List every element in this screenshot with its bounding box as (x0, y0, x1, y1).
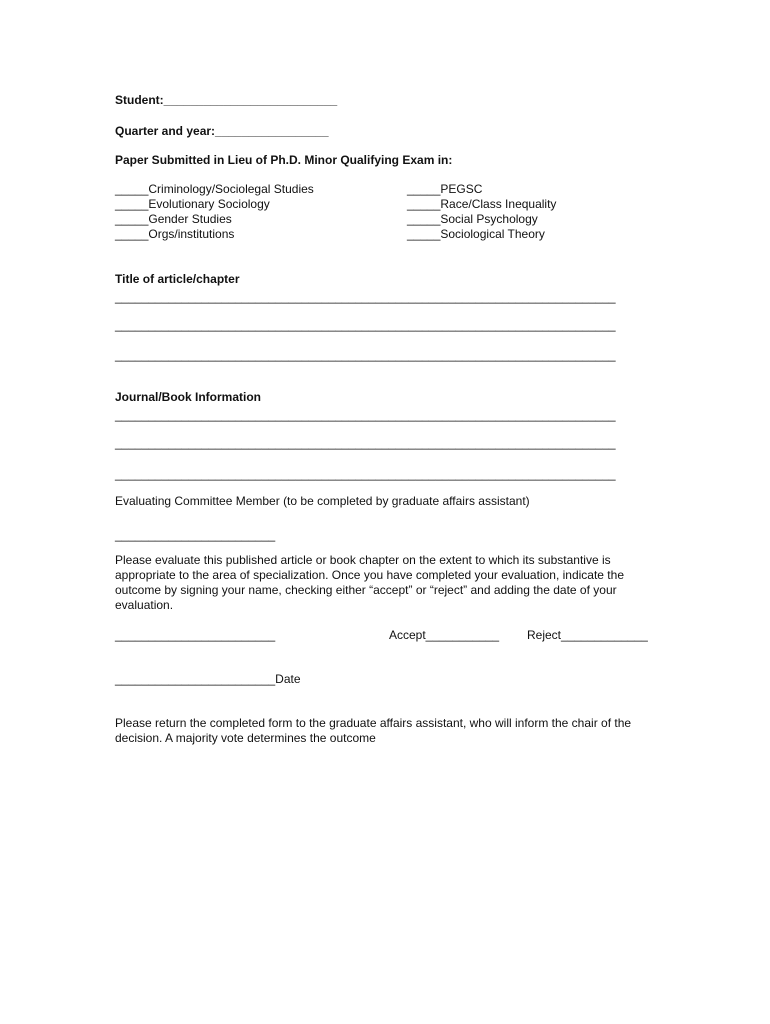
committee-member-line[interactable]: ________________________ (115, 528, 276, 542)
journal-line[interactable]: ___________________________________________________________________________ (115, 408, 616, 422)
instructions-paragraph: Please evaluate this published article or book chapter on the extent to which its substantive is appropriate to the area of specialization. Once you have completed your evaluation, indicate the outcome by signing your name, checking either “accept” or “reject” and adding the date of your evaluation. (115, 553, 624, 612)
title-line[interactable]: ___________________________________________________________________________ (115, 290, 616, 304)
return-note: Please return the completed form to the graduate affairs assistant, who will inform the chair of the decision. A majority vote determines the outcome (115, 716, 632, 745)
field-option-criminology[interactable]: _____Criminology/Sociolegal Studies (115, 182, 314, 196)
accept-field[interactable]: Accept___________ (389, 628, 500, 642)
field-option-pegsc[interactable]: _____PEGSC (407, 182, 483, 196)
date-field[interactable]: ________________________Date (115, 672, 301, 686)
field-option-social-psychology[interactable]: _____Social Psychology (407, 212, 538, 226)
field-option-gender[interactable]: _____Gender Studies (115, 212, 232, 226)
reject-field[interactable]: Reject_____________ (527, 628, 648, 642)
student-field[interactable]: Student:__________________________ (115, 93, 338, 107)
committee-label: Evaluating Committee Member (to be completed by graduate affairs assistant) (115, 494, 530, 508)
journal-line[interactable]: ___________________________________________________________________________ (115, 436, 616, 450)
quarter-year-field[interactable]: Quarter and year:_________________ (115, 124, 329, 138)
title-line[interactable]: ___________________________________________________________________________ (115, 318, 616, 332)
field-option-race-class[interactable]: _____Race/Class Inequality (407, 197, 557, 211)
title-heading: Title of article/chapter (115, 272, 240, 286)
field-option-orgs[interactable]: _____Orgs/institutions (115, 227, 235, 241)
title-line[interactable]: ___________________________________________________________________________ (115, 348, 616, 362)
journal-line[interactable]: ___________________________________________________________________________ (115, 467, 616, 481)
field-option-sociological-theory[interactable]: _____Sociological Theory (407, 227, 545, 241)
journal-heading: Journal/Book Information (115, 390, 262, 404)
field-option-evolutionary[interactable]: _____Evolutionary Sociology (115, 197, 270, 211)
paper-submitted-heading: Paper Submitted in Lieu of Ph.D. Minor Qualifying Exam in: (115, 153, 453, 167)
signature-line[interactable]: ________________________ (115, 628, 276, 642)
